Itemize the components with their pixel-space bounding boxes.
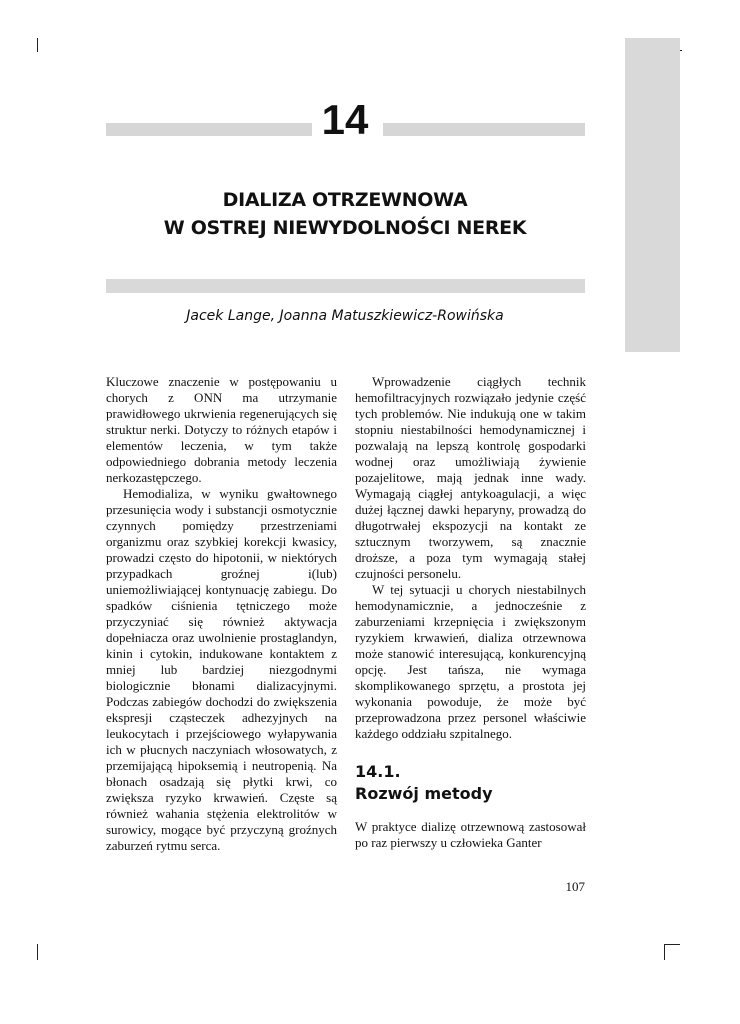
crop-mark-bottom-right-horizontal <box>664 944 680 945</box>
chapter-bar-right <box>383 123 585 136</box>
paragraph: W praktyce dializę otrzewnową zastosował po raz pierwszy u człowieka Ganter <box>355 819 586 850</box>
title-divider-band <box>106 279 585 293</box>
crop-mark-top-left <box>37 38 38 52</box>
section-number: 14.1. <box>355 762 401 781</box>
chapter-authors: Jacek Lange, Joanna Matuszkiewicz-Rowińska <box>186 308 504 324</box>
chapter-title-line-2: W OSTREJ NIEWYDOLNOŚCI NEREK <box>163 217 527 239</box>
chapter-number: 14 <box>321 96 369 143</box>
paragraph: Wprowadzenie ciągłych technik hemofiltracyjnych rozwiązało jedynie część tych problemów. Nie indukują one w takim stopniu niestabilności hemodynamicznej i pozwalają na lepszą kontrolę gospodarki wodnej oraz umożliwiają żywienie pozajelitowe, mają jednak inne wady. Wymagają ciągłej antykoagulacji, a więc dużej łącznej dawki heparyny, prowadzą do długotrwałej ekspozycji na kontakt ze sztucznym tworzywem, są znacznie droższe, a poza tym wymagają stałej czujności personelu. <box>355 374 586 581</box>
chapter-side-tab <box>625 38 680 352</box>
left-text-column <box>106 374 337 854</box>
chapter-title-line-1: DIALIZA OTRZEWNOWA <box>222 189 468 211</box>
paragraph: Hemodializa, w wyniku gwałtownego przesunięcia wody i substancji osmotycznie czynnych pomiędzy przestrzeniami organizmu oraz szybkiej korekcji kwasicy, prowadzi często do hipotonii, w niektórych przypadkach groźnej i(lub) uniemożliwiającej kontynuację zabiegu. Do spadków ciśnienia tętniczego może przyczyniać się również aktywacja dopełniacza oraz uwolnienie prostaglandyn, kinin i cytokin, indukowane kontaktem z mniej lub bardziej niezgodnymi biologicznie błonami dializacyjnymi. Podczas zabiegów dochodzi do zwiększenia ekspresji cząsteczek adhezyjnych na leukocytach i przejściowego wyłapywania ich w płucnych naczyniach włosowatych, z przemijającą hipoksemią i neutropenią. Na błonach osadzają się płytki krwi, co zwiększa ryzyko krwawień. Częste są również wahania stężenia elektrolitów w surowicy, mogące być przyczyną groźnych zaburzeń rytmu serca. <box>106 486 337 853</box>
paragraph: W tej sytuacji u chorych niestabilnych hemodynamicznie, a jednocześnie z zaburzeniami krzepnięcia i zwiększonym ryzykiem krwawień, dializa otrzewnowa może stanowić interesującą, konkurencyjną opcję. Jest tańsza, nie wymaga skomplikowanego sprzętu, a prostota jej wykonania powoduje, że może być przeprowadzona przez personel właściwie każdego oddziału szpitalnego. <box>355 582 586 741</box>
section-title: Rozwój metody <box>355 784 493 803</box>
section-heading <box>355 761 586 805</box>
crop-mark-bottom-right-vertical <box>664 944 665 960</box>
crop-mark-bottom-left <box>37 944 38 960</box>
paragraph: Kluczowe znaczenie w postępowaniu u chorych z ONN ma utrzymanie prawidłowego ukrwienia regenerujących się struktur nerki. Dotyczy to różnych etapów i elementów leczenia, w tym także odpowiedniego dobrania metody leczenia nerkozastępczego. <box>106 374 337 485</box>
chapter-title <box>105 186 585 242</box>
right-text-column <box>355 374 586 851</box>
chapter-bar-left <box>106 123 312 136</box>
page-number: 107 <box>565 879 585 894</box>
